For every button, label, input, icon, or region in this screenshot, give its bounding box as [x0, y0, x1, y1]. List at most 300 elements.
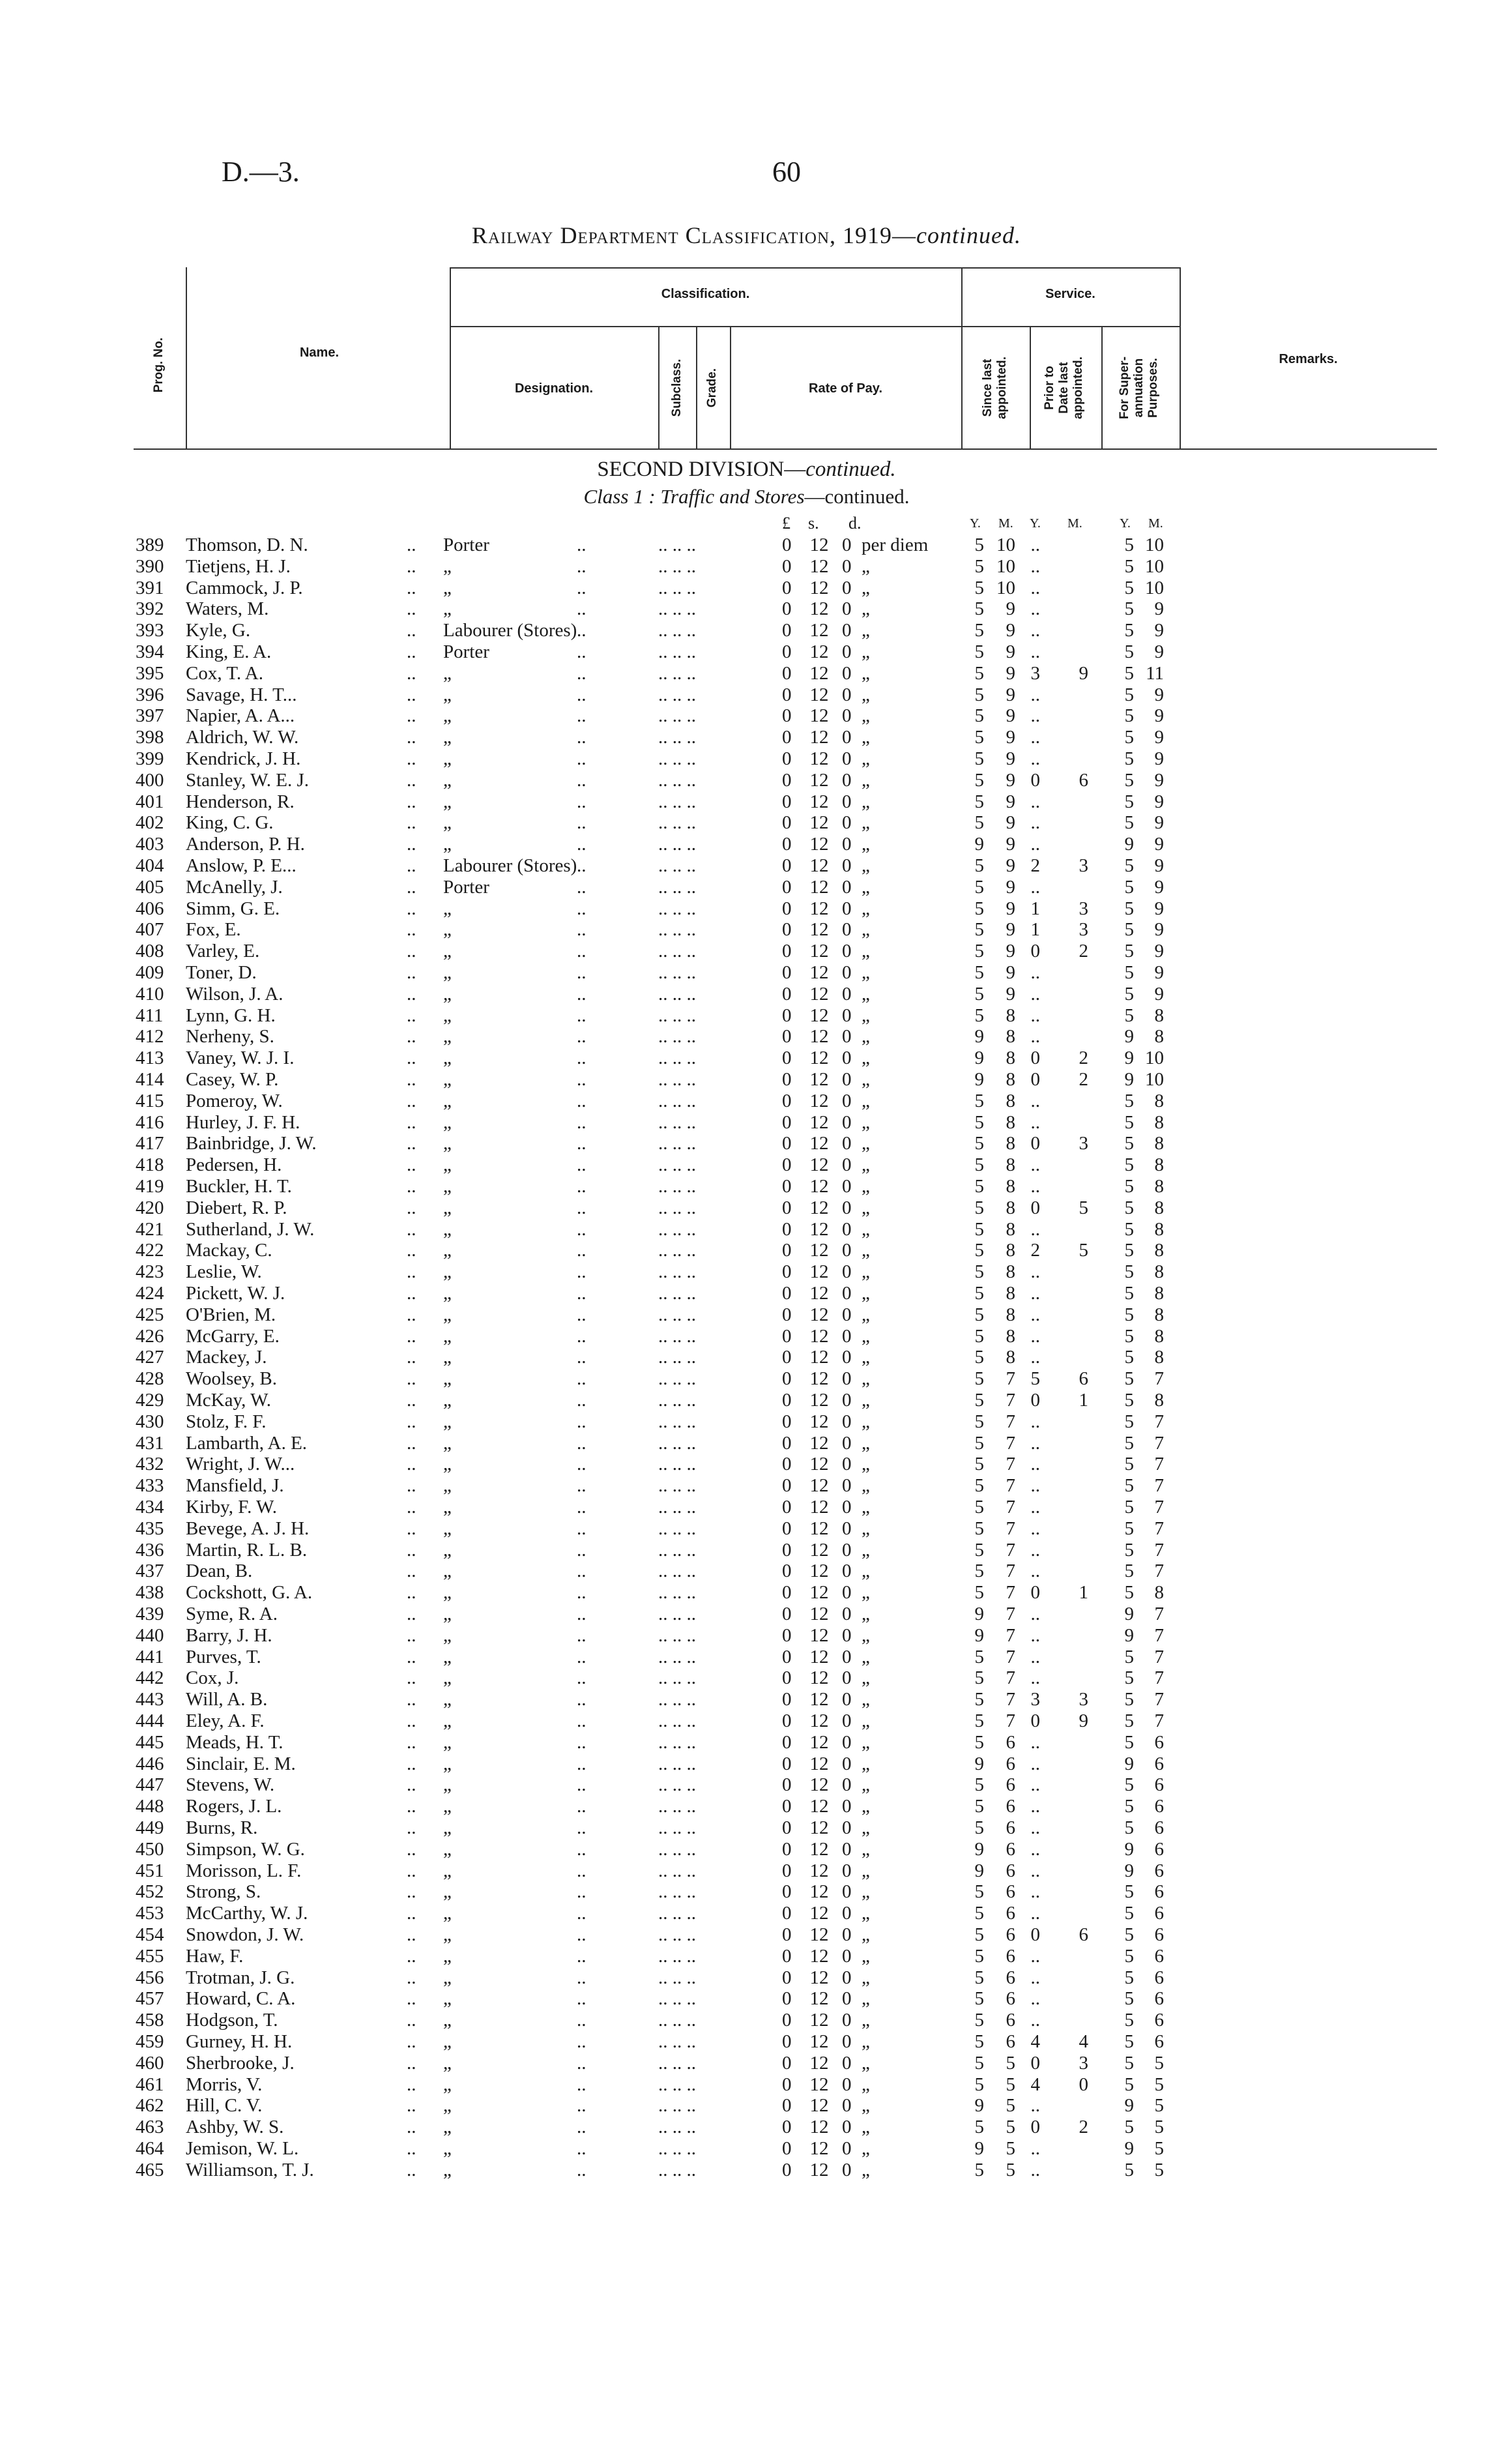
- pay-pounds: 0: [782, 941, 792, 962]
- header-name: Name.: [299, 345, 340, 360]
- since-last-months: 6: [1006, 1945, 1015, 1967]
- leader-dots: ..: [577, 1967, 587, 1988]
- leader-dots: ..: [577, 620, 587, 641]
- pay-pounds: 0: [782, 1518, 792, 1539]
- pay-pence: 0: [842, 1368, 852, 1390]
- pay-pence: 0: [842, 684, 852, 705]
- prog-number: 426: [136, 1325, 164, 1347]
- table-row: [0, 855, 1493, 877]
- pay-shillings: 12: [809, 1069, 829, 1090]
- prog-number: 430: [136, 1411, 164, 1432]
- designation: „: [443, 1497, 452, 1518]
- designation: „: [443, 1518, 452, 1539]
- pay-pence: 0: [842, 1176, 852, 1197]
- pay-shillings: 12: [809, 1967, 829, 1988]
- pay-period: „: [862, 2031, 870, 2052]
- since-last-months: 8: [1006, 1197, 1015, 1218]
- pay-shillings: 12: [809, 983, 829, 1005]
- super-years: 5: [1124, 1924, 1134, 1945]
- leader-dots: ..: [577, 1710, 587, 1731]
- since-last-months: 9: [1006, 876, 1015, 898]
- pay-shillings: 12: [809, 620, 829, 641]
- employee-name: Will, A. B.: [186, 1689, 268, 1710]
- since-last-months: 9: [1006, 598, 1015, 620]
- prog-number: 416: [136, 1111, 164, 1133]
- leader-dots: .. .. ..: [658, 2010, 696, 2031]
- pay-shillings: 12: [809, 1347, 829, 1368]
- pay-pence: 0: [842, 1283, 852, 1304]
- leader-dots: ..: [407, 2138, 416, 2159]
- pay-pence: 0: [842, 1026, 852, 1048]
- prog-number: 421: [136, 1218, 164, 1240]
- table-row: [0, 535, 1493, 556]
- designation: „: [443, 684, 452, 705]
- prog-number: 434: [136, 1497, 164, 1518]
- leader-dots: ..: [577, 1903, 587, 1924]
- super-months: 8: [1154, 1090, 1164, 1111]
- since-last-months: 9: [1006, 727, 1015, 748]
- prior-years: ..: [1030, 812, 1040, 834]
- prog-number: 399: [136, 748, 164, 769]
- leader-dots: ..: [407, 1903, 416, 1924]
- employee-name: Mackay, C.: [186, 1240, 272, 1261]
- super-years: 5: [1124, 1774, 1134, 1796]
- leader-dots: ..: [577, 1988, 587, 2010]
- since-last-years: 5: [974, 1903, 984, 1924]
- prior-years: 5: [1030, 1368, 1040, 1390]
- designation: „: [443, 705, 452, 727]
- leader-dots: .. .. ..: [658, 1368, 696, 1390]
- pay-pounds: 0: [782, 1026, 792, 1048]
- super-months: 9: [1154, 919, 1164, 941]
- leader-dots: ..: [577, 1133, 587, 1154]
- pay-shillings: 12: [809, 1860, 829, 1881]
- pay-period: „: [862, 1624, 870, 1646]
- pay-period: „: [862, 855, 870, 876]
- leader-dots: .. .. ..: [658, 1475, 696, 1497]
- pay-pence: 0: [842, 1005, 852, 1026]
- since-last-years: 5: [974, 2117, 984, 2138]
- since-last-months: 9: [1006, 620, 1015, 641]
- pay-pence: 0: [842, 705, 852, 727]
- pay-pence: 0: [842, 1731, 852, 1753]
- prog-number: 409: [136, 962, 164, 983]
- leader-dots: ..: [407, 1475, 416, 1497]
- pay-pounds: 0: [782, 2052, 792, 2074]
- since-last-years: 5: [974, 1090, 984, 1111]
- leader-dots: ..: [407, 1881, 416, 1903]
- pay-shillings: 12: [809, 941, 829, 962]
- prior-months: 1: [1079, 1582, 1088, 1604]
- prior-years: ..: [1030, 1325, 1040, 1347]
- pay-period: „: [862, 641, 870, 662]
- pay-period: „: [862, 1325, 870, 1347]
- since-last-months: 6: [1006, 2010, 1015, 2031]
- since-last-years: 5: [974, 1967, 984, 1988]
- leader-dots: .. .. ..: [658, 2138, 696, 2159]
- table-row: [0, 941, 1493, 962]
- pay-shillings: 12: [809, 1945, 829, 1967]
- since-last-years: 5: [974, 577, 984, 598]
- super-months: 7: [1154, 1518, 1164, 1539]
- pay-period: „: [862, 1604, 870, 1624]
- employee-name: Howard, C. A.: [186, 1988, 296, 2010]
- table-row: [0, 1582, 1493, 1604]
- leader-dots: .. .. ..: [658, 1154, 696, 1176]
- designation: „: [443, 1197, 452, 1218]
- prior-years: ..: [1030, 2138, 1040, 2159]
- pay-pence: 0: [842, 1411, 852, 1432]
- pay-period: „: [862, 1561, 870, 1582]
- since-last-months: 7: [1006, 1582, 1015, 1604]
- division-continued: continued.: [805, 458, 896, 481]
- prog-number: 465: [136, 2159, 164, 2180]
- super-months: 8: [1154, 1005, 1164, 1026]
- col-rule-desig: [658, 326, 660, 448]
- pay-pounds: 0: [782, 1411, 792, 1432]
- designation: „: [443, 1539, 452, 1561]
- prior-years: ..: [1030, 1111, 1040, 1133]
- pay-period: „: [862, 1197, 870, 1218]
- leader-dots: .. .. ..: [658, 2074, 696, 2095]
- leader-dots: .. .. ..: [658, 1753, 696, 1774]
- pay-shillings: 12: [809, 1518, 829, 1539]
- prog-number: 448: [136, 1796, 164, 1817]
- leader-dots: ..: [407, 748, 416, 769]
- employee-name: Syme, R. A.: [186, 1604, 278, 1624]
- leader-dots: ..: [407, 1026, 416, 1048]
- pay-pounds: 0: [782, 598, 792, 620]
- table-row: [0, 705, 1493, 727]
- pay-pence: 0: [842, 577, 852, 598]
- designation: „: [443, 983, 452, 1005]
- super-months: 5: [1154, 2074, 1164, 2095]
- pay-period: „: [862, 1069, 870, 1090]
- table-row: [0, 919, 1493, 941]
- super-months: 7: [1154, 1710, 1164, 1731]
- since-last-months: 8: [1006, 1133, 1015, 1154]
- super-months: 5: [1154, 2095, 1164, 2117]
- designation: „: [443, 962, 452, 983]
- super-years: 5: [1124, 812, 1134, 834]
- pay-pounds: 0: [782, 1967, 792, 1988]
- leader-dots: ..: [577, 705, 587, 727]
- table-row: [0, 1454, 1493, 1475]
- employee-name: Bevege, A. J. H.: [186, 1518, 310, 1539]
- super-years: 5: [1124, 641, 1134, 662]
- prior-years: ..: [1030, 1154, 1040, 1176]
- leader-dots: .. .. ..: [658, 577, 696, 598]
- leader-dots: .. .. ..: [658, 684, 696, 705]
- employee-name: Eley, A. F.: [186, 1710, 265, 1731]
- designation: „: [443, 1304, 452, 1325]
- designation: „: [443, 598, 452, 620]
- prog-number: 453: [136, 1903, 164, 1924]
- prog-number: 439: [136, 1604, 164, 1624]
- since-last-years: 5: [974, 919, 984, 941]
- prior-years: 0: [1030, 1710, 1040, 1731]
- since-last-years: 5: [974, 748, 984, 769]
- super-months: 8: [1154, 1283, 1164, 1304]
- pay-pounds: 0: [782, 1539, 792, 1561]
- designation: „: [443, 898, 452, 919]
- pay-pence: 0: [842, 1432, 852, 1454]
- prog-number: 450: [136, 1838, 164, 1860]
- pay-pounds: 0: [782, 727, 792, 748]
- leader-dots: ..: [577, 1860, 587, 1881]
- leader-dots: .. .. ..: [658, 1731, 696, 1753]
- table-row: [0, 1433, 1493, 1454]
- since-last-months: 5: [1006, 2052, 1015, 2074]
- since-last-years: 5: [974, 705, 984, 727]
- prog-number: 403: [136, 834, 164, 855]
- designation: „: [443, 1561, 452, 1582]
- division-text: SECOND DIVISION—: [597, 458, 806, 481]
- super-years: 9: [1124, 2095, 1134, 2117]
- prog-number: 437: [136, 1561, 164, 1582]
- pay-pence: 0: [842, 1774, 852, 1796]
- since-last-months: 10: [996, 555, 1015, 577]
- designation: „: [443, 577, 452, 598]
- super-years: 5: [1124, 983, 1134, 1005]
- prior-years: ..: [1030, 535, 1040, 555]
- super-months: 9: [1154, 812, 1164, 834]
- table-row: [0, 1005, 1493, 1027]
- leader-dots: .. .. ..: [658, 1005, 696, 1026]
- pay-pounds: 0: [782, 1860, 792, 1881]
- table-row: [0, 1561, 1493, 1582]
- super-years: 5: [1124, 1283, 1134, 1304]
- leader-dots: .. .. ..: [658, 2052, 696, 2074]
- super-months: 6: [1154, 1774, 1164, 1796]
- pay-shillings: 12: [809, 1539, 829, 1561]
- prior-years: ..: [1030, 834, 1040, 855]
- prior-years: 3: [1030, 662, 1040, 684]
- prog-number: 447: [136, 1774, 164, 1796]
- super-months: 8: [1154, 1240, 1164, 1261]
- pay-pence: 0: [842, 1325, 852, 1347]
- unit-pound: £: [782, 514, 790, 533]
- pay-pounds: 0: [782, 1475, 792, 1497]
- employee-name: King, E. A.: [186, 641, 272, 662]
- designation: „: [443, 1817, 452, 1838]
- pay-shillings: 12: [809, 1561, 829, 1582]
- prior-years: ..: [1030, 962, 1040, 983]
- pay-pounds: 0: [782, 1368, 792, 1390]
- prior-years: 1: [1030, 919, 1040, 941]
- super-years: 5: [1124, 791, 1134, 812]
- leader-dots: ..: [577, 855, 587, 876]
- table-row: [0, 1796, 1493, 1817]
- pay-pence: 0: [842, 1881, 852, 1903]
- leader-dots: .. .. ..: [658, 1304, 696, 1325]
- super-months: 9: [1154, 855, 1164, 876]
- leader-dots: ..: [407, 1368, 416, 1390]
- table-row: [0, 1540, 1493, 1561]
- employee-name: Pomeroy, W.: [186, 1090, 283, 1111]
- leader-dots: ..: [577, 641, 587, 662]
- leader-dots: ..: [407, 834, 416, 855]
- pay-period: „: [862, 1176, 870, 1197]
- leader-dots: ..: [577, 1368, 587, 1390]
- super-months: 6: [1154, 1924, 1164, 1945]
- leader-dots: .. .. ..: [658, 748, 696, 769]
- since-last-years: 9: [974, 2138, 984, 2159]
- employee-name: Bainbridge, J. W.: [186, 1133, 317, 1154]
- employee-name: Lambarth, A. E.: [186, 1432, 308, 1454]
- leader-dots: ..: [577, 941, 587, 962]
- pay-shillings: 12: [809, 1048, 829, 1069]
- since-last-years: 5: [974, 1176, 984, 1197]
- prior-years: ..: [1030, 1604, 1040, 1624]
- pay-period: „: [862, 1796, 870, 1817]
- leader-dots: .. .. ..: [658, 941, 696, 962]
- super-months: 6: [1154, 1860, 1164, 1881]
- employee-name: Rogers, J. L.: [186, 1796, 282, 1817]
- leader-dots: ..: [577, 1347, 587, 1368]
- employee-name: Gurney, H. H.: [186, 2031, 293, 2052]
- pay-pounds: 0: [782, 641, 792, 662]
- employee-name: Diebert, R. P.: [186, 1197, 287, 1218]
- super-years: 5: [1124, 2052, 1134, 2074]
- pay-pence: 0: [842, 1197, 852, 1218]
- pay-pence: 0: [842, 555, 852, 577]
- pay-period: „: [862, 2095, 870, 2117]
- prior-years: ..: [1030, 876, 1040, 898]
- employee-name: Sutherland, J. W.: [186, 1218, 315, 1240]
- unit-pence: d.: [848, 514, 862, 533]
- designation: „: [443, 941, 452, 962]
- pay-pounds: 0: [782, 1582, 792, 1604]
- prog-number: 455: [136, 1945, 164, 1967]
- pay-pounds: 0: [782, 1710, 792, 1731]
- pay-period: per diem: [862, 535, 929, 555]
- employee-name: Nerheny, S.: [186, 1026, 274, 1048]
- pay-pounds: 0: [782, 1838, 792, 1860]
- designation: „: [443, 1582, 452, 1604]
- prior-years: ..: [1030, 1945, 1040, 1967]
- super-years: 5: [1124, 1090, 1134, 1111]
- prior-years: ..: [1030, 1817, 1040, 1838]
- pay-pounds: 0: [782, 1154, 792, 1176]
- super-months: 8: [1154, 1176, 1164, 1197]
- prior-years: 0: [1030, 2117, 1040, 2138]
- pay-pence: 0: [842, 1838, 852, 1860]
- employee-name: Waters, M.: [186, 598, 269, 620]
- header-rate-of-pay: Rate of Pay.: [809, 381, 882, 396]
- designation: „: [443, 1646, 452, 1667]
- prior-years: ..: [1030, 1881, 1040, 1903]
- super-years: 5: [1124, 1796, 1134, 1817]
- pay-shillings: 12: [809, 1325, 829, 1347]
- pay-period: „: [862, 577, 870, 598]
- super-months: 7: [1154, 1539, 1164, 1561]
- employee-name: Williamson, T. J.: [186, 2159, 314, 2180]
- pay-period: „: [862, 727, 870, 748]
- table-row: [0, 1069, 1493, 1091]
- prog-number: 405: [136, 876, 164, 898]
- super-months: 5: [1154, 2138, 1164, 2159]
- leader-dots: ..: [407, 2095, 416, 2117]
- employee-name: Hurley, J. F. H.: [186, 1111, 300, 1133]
- designation: „: [443, 1731, 452, 1753]
- employee-name: Anslow, P. E...: [186, 855, 297, 876]
- since-last-years: 5: [974, 983, 984, 1005]
- super-months: 6: [1154, 1967, 1164, 1988]
- leader-dots: .. .. ..: [658, 1026, 696, 1048]
- since-last-years: 5: [974, 1582, 984, 1604]
- employee-name: Wright, J. W...: [186, 1454, 295, 1475]
- super-months: 6: [1154, 1838, 1164, 1860]
- leader-dots: ..: [407, 1667, 416, 1689]
- pay-pounds: 0: [782, 1561, 792, 1582]
- employee-name: Hill, C. V.: [186, 2095, 263, 2117]
- leader-dots: .. .. ..: [658, 1817, 696, 1838]
- subheader-rule: [450, 326, 1180, 327]
- table-row: [0, 1261, 1493, 1283]
- leader-dots: ..: [577, 727, 587, 748]
- super-years: 5: [1124, 1218, 1134, 1240]
- employee-name: Morisson, L. F.: [186, 1860, 302, 1881]
- since-last-years: 5: [974, 962, 984, 983]
- pay-pounds: 0: [782, 1283, 792, 1304]
- prog-number: 441: [136, 1646, 164, 1667]
- pay-shillings: 12: [809, 1390, 829, 1411]
- since-last-months: 5: [1006, 2117, 1015, 2138]
- designation: „: [443, 662, 452, 684]
- designation: „: [443, 748, 452, 769]
- since-last-years: 5: [974, 2031, 984, 2052]
- employee-name: Fox, E.: [186, 919, 241, 941]
- since-last-years: 5: [974, 1689, 984, 1710]
- pay-pounds: 0: [782, 1261, 792, 1283]
- prior-years: ..: [1030, 1624, 1040, 1646]
- super-months: 7: [1154, 1646, 1164, 1667]
- leader-dots: ..: [407, 705, 416, 727]
- pay-shillings: 12: [809, 919, 829, 941]
- since-last-years: 5: [974, 791, 984, 812]
- prior-years: ..: [1030, 1838, 1040, 1860]
- pay-pounds: 0: [782, 791, 792, 812]
- since-last-years: 5: [974, 1945, 984, 1967]
- prior-years: 1: [1030, 898, 1040, 919]
- pay-pounds: 0: [782, 855, 792, 876]
- employee-name: Dean, B.: [186, 1561, 253, 1582]
- pay-shillings: 12: [809, 962, 829, 983]
- employee-name: Sinclair, E. M.: [186, 1753, 296, 1774]
- designation: Porter: [443, 876, 489, 898]
- since-last-months: 9: [1006, 684, 1015, 705]
- table-row: [0, 1881, 1493, 1903]
- since-last-months: 9: [1006, 855, 1015, 876]
- pay-shillings: 12: [809, 1304, 829, 1325]
- employee-name: Haw, F.: [186, 1945, 244, 1967]
- super-years: 5: [1124, 876, 1134, 898]
- since-last-years: 5: [974, 1111, 984, 1133]
- pay-period: „: [862, 1283, 870, 1304]
- unit-prior-months: M.: [1067, 516, 1082, 531]
- leader-dots: ..: [407, 855, 416, 876]
- leader-dots: ..: [407, 1283, 416, 1304]
- leader-dots: .. .. ..: [658, 1197, 696, 1218]
- since-last-years: 5: [974, 641, 984, 662]
- col-rule-prog: [186, 267, 187, 448]
- prog-number: 408: [136, 941, 164, 962]
- leader-dots: ..: [577, 535, 587, 555]
- super-years: 5: [1124, 705, 1134, 727]
- employee-name: McAnelly, J.: [186, 876, 283, 898]
- leader-dots: ..: [577, 1753, 587, 1774]
